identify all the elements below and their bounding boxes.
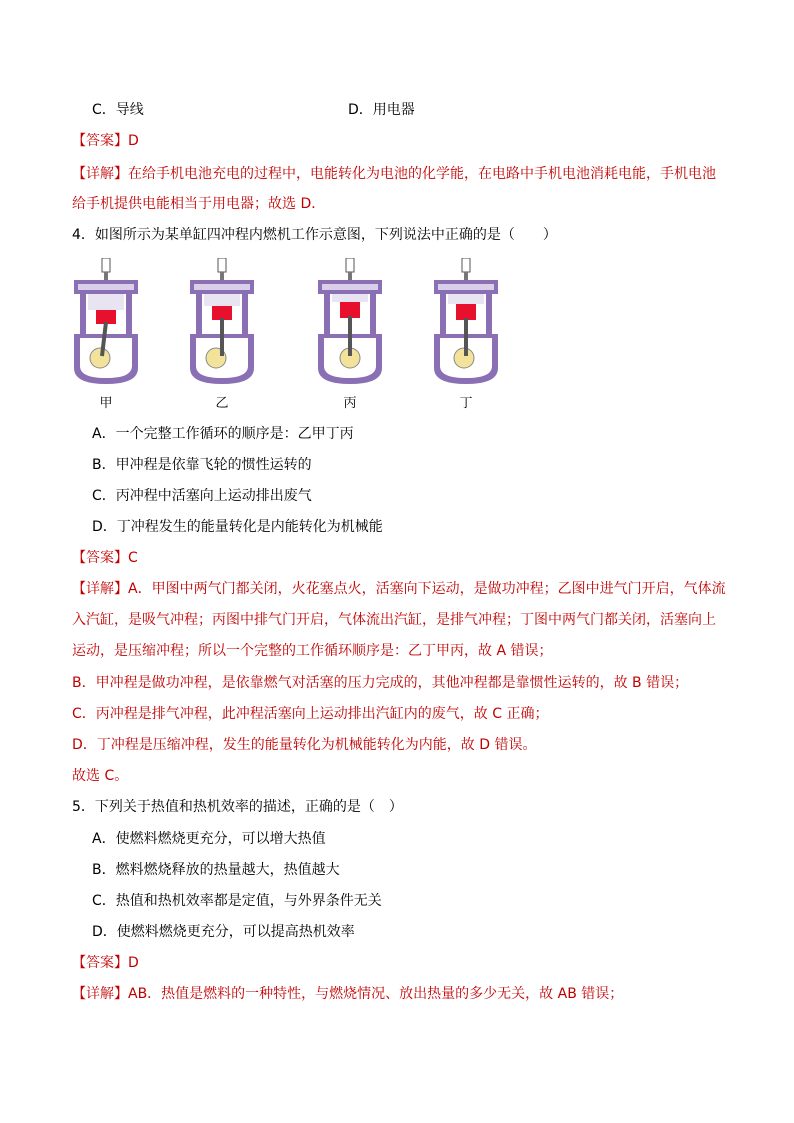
figure-label-jia: 甲 <box>99 396 113 411</box>
q4-detail-line1 <box>72 579 726 599</box>
piston-icon <box>340 302 360 318</box>
engine-figure-yi <box>186 258 258 386</box>
q3-option-c: C．导线 <box>92 102 144 118</box>
q4-detail-line4: B．甲冲程是做功冲程，是依靠燃气对活塞的压力完成的，其他冲程都是靠惯性运转的，故 B 错误； <box>72 675 689 691</box>
q4-detail-line6: D．丁冲程是压缩冲程，发生的能量转化为机械能转化为内能，故 D 错误。 <box>72 737 537 753</box>
piston-icon <box>456 304 476 320</box>
answer-value: C <box>128 550 138 566</box>
q3-option-d: D．用电器 <box>348 102 415 118</box>
engine-figure-ding <box>430 258 502 386</box>
q5-option-b: B．燃料燃烧释放的热量越大，热值越大 <box>92 862 340 878</box>
q4-stem: 4．如图所示为某单缸四冲程内燃机工作示意图，下列说法中正确的是（ ） <box>72 227 557 243</box>
figure-label-ding: 丁 <box>459 396 473 411</box>
q5-stem: 5．下列关于热值和热机效率的描述，正确的是（ ） <box>72 799 403 815</box>
spark-plug-icon <box>218 258 226 280</box>
spark-plug-icon <box>102 258 110 280</box>
spark-plug-icon <box>346 258 354 280</box>
q4-option-d: D．丁冲程发生的能量转化是内能转化为机械能 <box>92 519 383 535</box>
q4-option-c: C．丙冲程中活塞向上运动排出废气 <box>92 488 312 504</box>
crankshaft-icon <box>90 348 110 368</box>
answer-value: D <box>128 133 139 149</box>
q3-answer <box>72 131 139 151</box>
answer-value: D <box>128 955 139 971</box>
detail-tag: 【详解】 <box>72 581 128 597</box>
figure-label-yi: 乙 <box>215 396 229 411</box>
q4-option-a: A．一个完整工作循环的顺序是：乙甲丁丙 <box>92 426 354 442</box>
q5-option-a: A．使燃料燃烧更充分，可以增大热值 <box>92 831 326 847</box>
detail-text: A．甲图中两气门都关闭，火花塞点火，活塞向下运动，是做功冲程；乙图中进气门开启，气体流 <box>128 581 726 597</box>
piston-icon <box>96 310 116 324</box>
answer-tag: 【答案】 <box>72 955 128 971</box>
detail-text: AB．热值是燃料的一种特性，与燃烧情况、放出热量的多少无关，故 AB 错误； <box>128 986 624 1002</box>
q3-detail-line2: 给手机提供电能相当于用电器；故选 D． <box>72 196 326 212</box>
q3-detail-line1 <box>72 164 716 184</box>
engine-figure-jia <box>70 258 142 386</box>
detail-tag: 【详解】 <box>72 986 128 1002</box>
q5-option-c: C．热值和热机效率都是定值，与外界条件无关 <box>92 893 382 909</box>
spark-plug-icon <box>462 258 470 280</box>
q4-detail-line5: C．丙冲程是排气冲程，此冲程活塞向上运动排出汽缸内的废气，故 C 正确； <box>72 706 549 722</box>
detail-tag: 【详解】 <box>72 166 128 182</box>
q4-detail-line7: 故选 C。 <box>72 768 129 784</box>
q4-detail-line2: 入汽缸，是吸气冲程；丙图中排气门开启，气体流出汽缸，是排气冲程；丁图中两气门都关闭，活塞向上 <box>72 612 716 628</box>
q5-detail-line1 <box>72 984 623 1004</box>
q4-answer <box>72 548 138 568</box>
engine-figure-bing <box>314 258 386 386</box>
q4-option-b: B．甲冲程是依靠飞轮的惯性运转的 <box>92 457 312 473</box>
q5-answer <box>72 953 139 973</box>
q5-option-d: D．使燃料燃烧更充分，可以提高热机效率 <box>92 924 355 940</box>
detail-text: 在给手机电池充电的过程中，电能转化为电池的化学能，在电路中手机电池消耗电能，手机电池 <box>128 166 716 182</box>
answer-tag: 【答案】 <box>72 550 128 566</box>
figure-label-bing: 丙 <box>343 396 357 411</box>
q4-detail-line3: 运动，是压缩冲程；所以一个完整的工作循环顺序是：乙丁甲丙，故 A 错误； <box>72 643 553 659</box>
answer-tag: 【答案】 <box>72 133 128 149</box>
piston-icon <box>212 306 232 320</box>
